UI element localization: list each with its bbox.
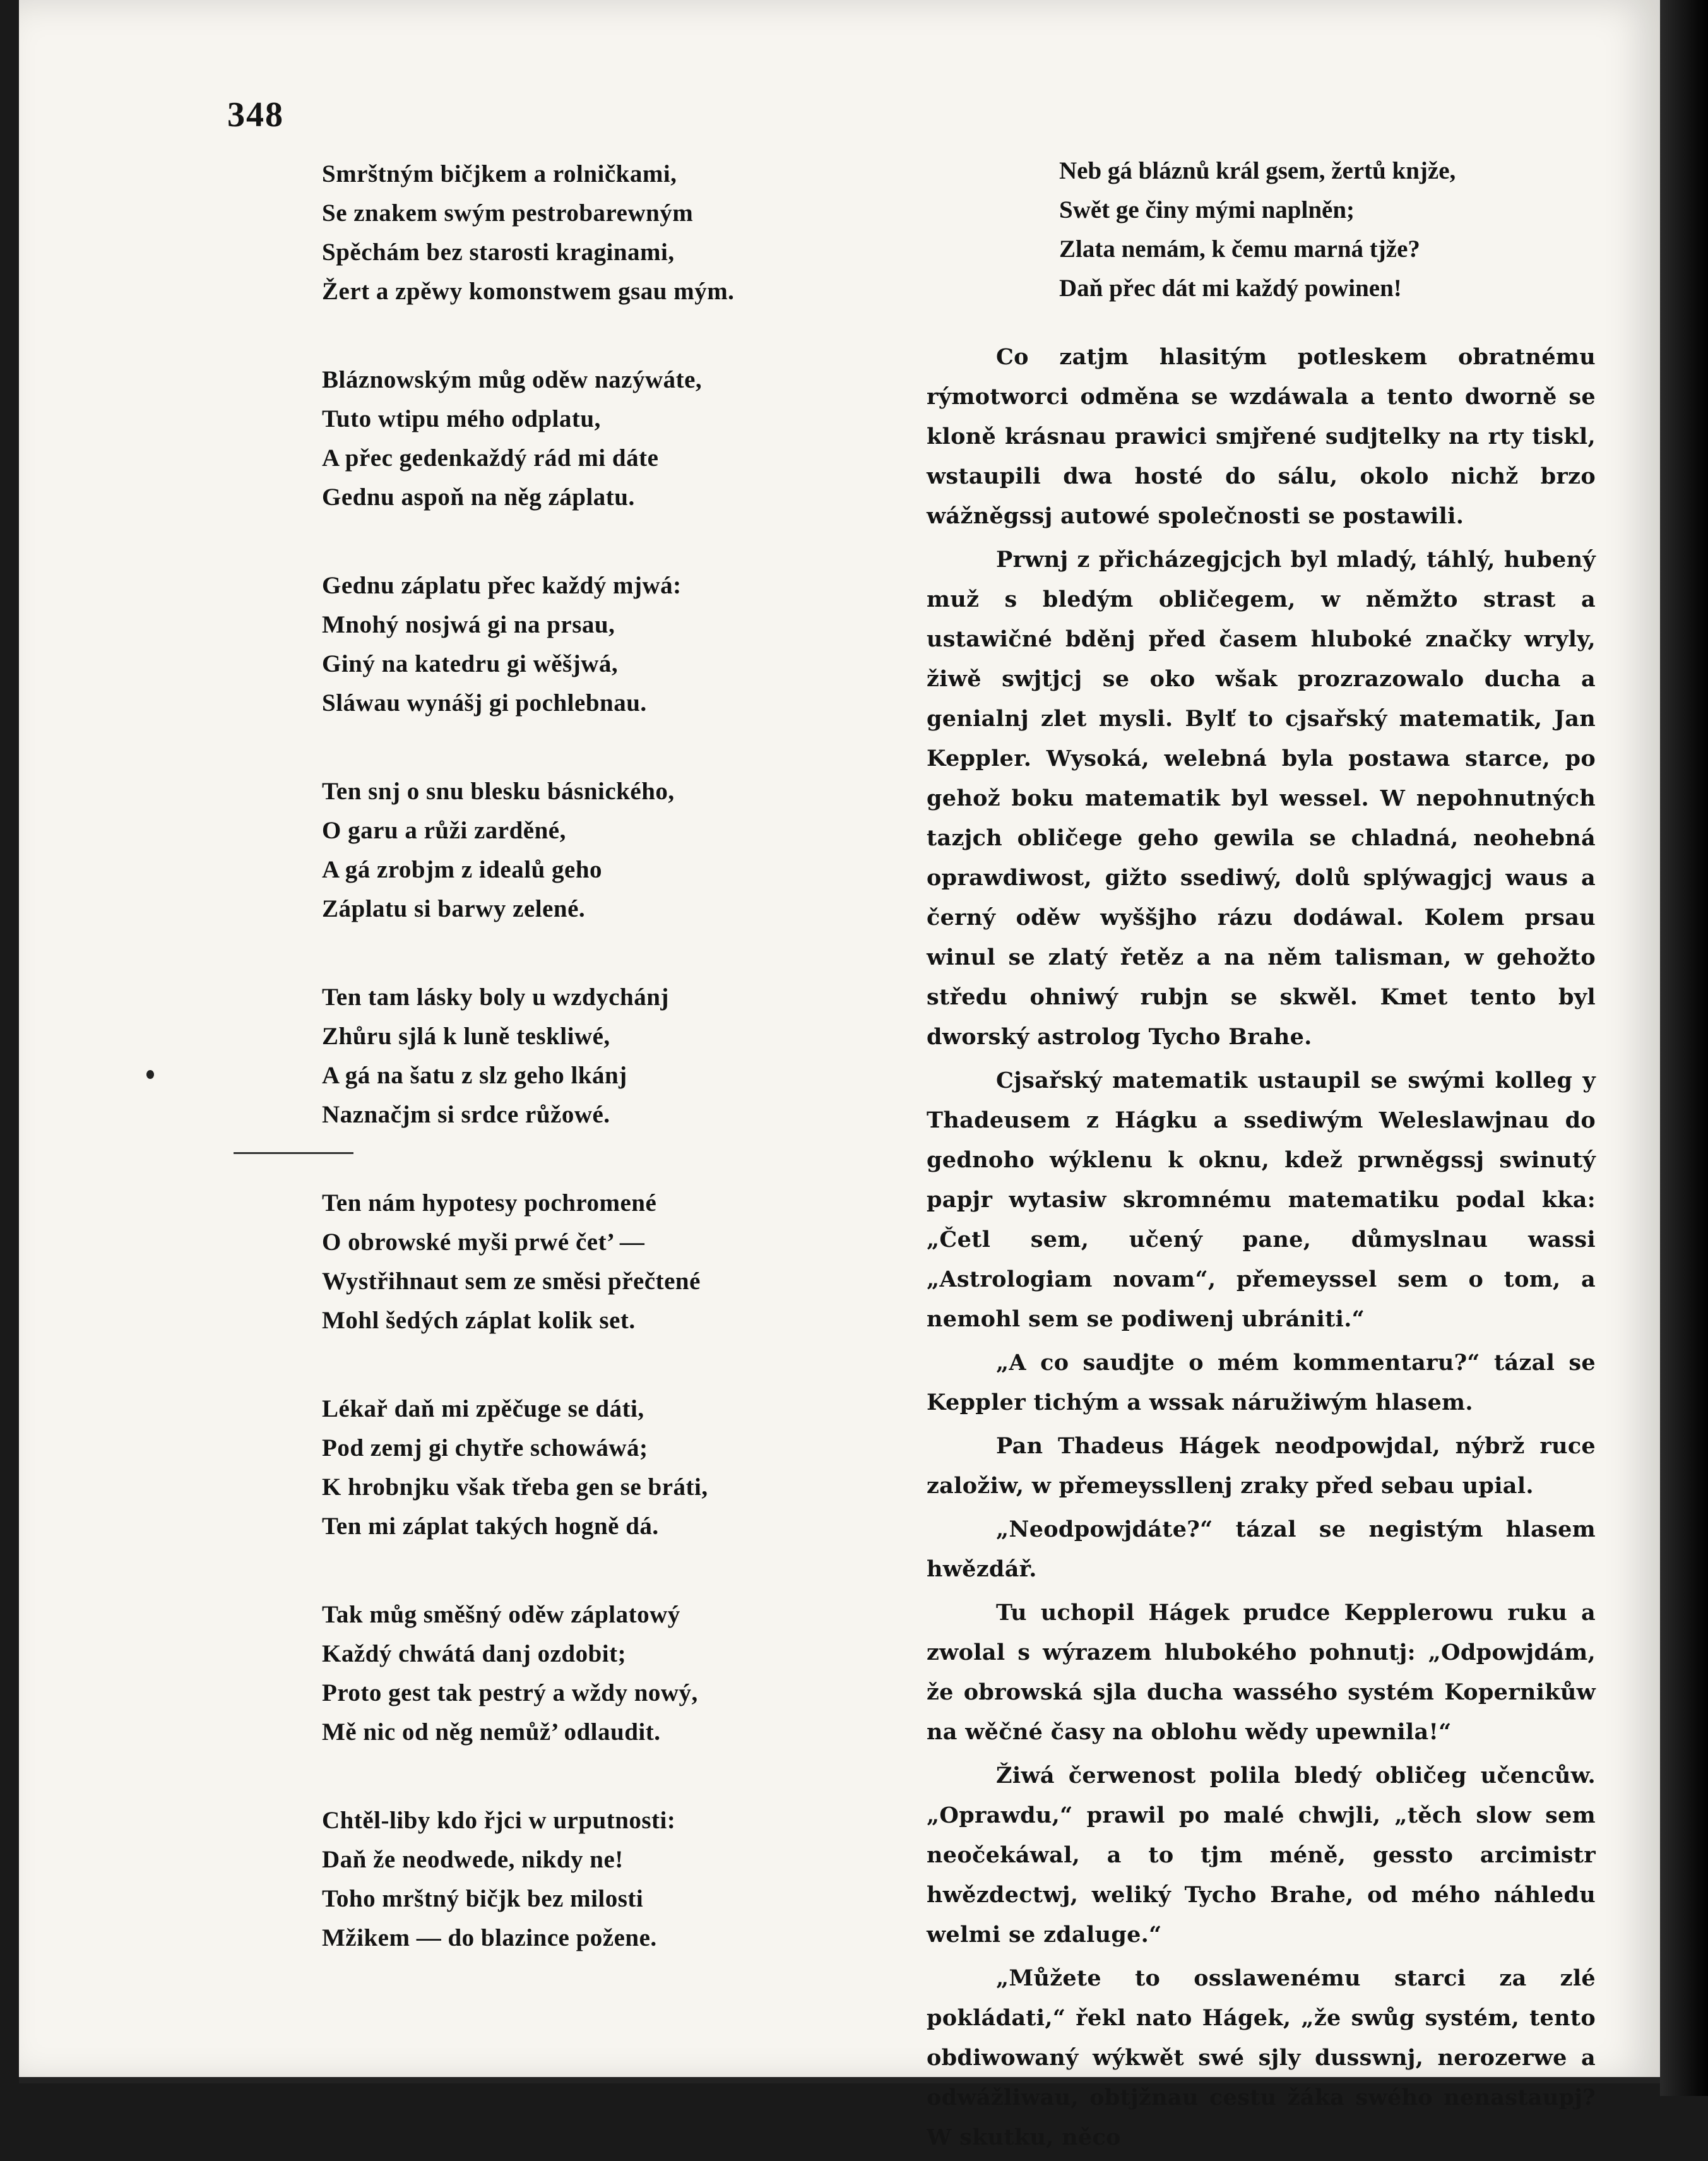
poem-line: Mžikem — do blazince požene.: [322, 1924, 657, 1951]
poem-line: Ten tam lásky boly u wzdychánj: [322, 984, 669, 1011]
poem-line: Daň že neodwede, nikdy ne!: [322, 1846, 624, 1873]
poem-line: O garu a růži zarděné,: [322, 817, 566, 844]
prose-body: [927, 337, 1596, 2157]
bottom-border: [19, 2077, 1660, 2083]
poem-line: Mohl šedých záplat kolik set.: [322, 1307, 636, 1334]
poem-stanza: [322, 772, 827, 929]
poem-line: Každý chwátá danj ozdobit;: [322, 1640, 627, 1667]
poem-line: Záplatu si barwy zelené.: [322, 895, 586, 922]
poem-line: O obrowské myši prwé čet’ —: [322, 1229, 645, 1256]
poem-line: Giný na katedru gi wěšjwá,: [322, 650, 619, 677]
prose-paragraph: Pan Thadeus Hágek neodpowjdal, nýbrž ruce založiw, w přemeyssllenj zraky před sebau upial.: [927, 1433, 1596, 1499]
prose-paragraph: Tu uchopil Hágek prudce Kepplerowu ruku a zwolal s wýrazem hlubokého pohnutj: „Odpowjdám, že obrowská sjla ducha wassého systém Kopernikůw na wěčné časy na oblohu wědy upewnila!“: [927, 1600, 1596, 1745]
poem-stanza: [322, 360, 827, 517]
poem-line: Toho mrštný bičjk bez milosti: [322, 1885, 644, 1912]
poem-line: Spěchám bez starosti kraginami,: [322, 239, 675, 266]
verse-line: Swět ge činy mými naplněn;: [1059, 196, 1355, 223]
poem-stanza: [322, 155, 827, 311]
poem-line: A přec gedenkaždý rád mi dáte: [322, 444, 659, 472]
poem-stanza: [322, 1595, 827, 1752]
poem-line: Žert a zpěwy komonstwem gsau mým.: [322, 278, 735, 305]
prose-column: [927, 152, 1596, 2161]
poem-line: Proto gest tak pestrý a wždy nowý,: [322, 1679, 698, 1706]
prose-paragraph: Cjsařský matematik ustaupil se swými kolleg y Thadeusem z Hágku a ssediwým Weleslawjnau do gednoho wýklenu k oknu, kdež prwněgssj swinutý papjr wytasiw skromnému matematiku podal kka: „Četl sem, učený pane, důmyslnau wassi „Astrologiam novam“, přemeyssel sem o tom, a nemohl sem se podiwenj ubrániti.“: [927, 1068, 1596, 1332]
poem-line: Tak můg směšný oděw záplatowý: [322, 1601, 680, 1628]
poem-line: Gednu aspoň na něg záplatu.: [322, 484, 635, 511]
prose-paragraph: Co zatjm hlasitým potleskem obratnému rýmotworci odměna se wzdáwala a tento dworně se kloně krásnau prawici smjřené sudjtelky na rty tiskl, wstaupili dwa hosté do sálu, okolo nichž brzo wážněgssj autowé společnosti se postawili.: [927, 344, 1596, 529]
poem-line: Wystřihnaut sem ze směsi přečtené: [322, 1268, 701, 1295]
poem-stanza: [322, 978, 827, 1134]
poem-stanza: [322, 1390, 827, 1546]
poem-line: Mě nic od něg nemůž’ odlaudit.: [322, 1718, 661, 1746]
prose-paragraph: Prwnj z přicházegjcjch byl mladý, táhlý, hubený muž s bledým obličegem, w němžto strast a ustawičné bděnj před časem hluboké značky wryly, žiwě swjtjcj se oko wšak prozrazowalo ducha a genialnj zlet mysli. Bylť to cjsařský matematik, Jan Keppler. Wysoká, welebná byla postawa starce, po gehož boku matematik byl wessel. W nepohnutných tazjch obličege geho gewila se chladná, neohebná oprawdiwost, gižto ssediwý, dolů splýwagjcj waus a černý oděw wyššjho rázu dodáwal. Kolem prsau winul se zlatý řetěz a na něm talisman, w gehožto středu ohniwý rubjn se skwěl. Kmet tento byl dworský astrolog Tycho Brahe.: [927, 547, 1596, 1050]
poem-line: Gednu záplatu přec každý mjwá:: [322, 572, 682, 599]
verse-line: Daň přec dát mi každý powinen!: [1059, 275, 1402, 302]
poem-column: [322, 155, 827, 2007]
poem-line: Tuto wtipu mého odplatu,: [322, 405, 601, 432]
margin-dot: [146, 1070, 154, 1079]
poem-stanza: [322, 566, 827, 723]
poem-line: Chtěl-liby kdo řjci w urputnosti:: [322, 1807, 676, 1834]
prose-paragraph: „Můžete to osslawenému starci za zlé pokládati,“ řekl nato Hágek, „že swůg systém, tento obdiwowaný wýkwět swé sjly dusswnj, nerozerwe a odwážliwau, obtjžnau cestu žáka swého nenastaupj? W skutku, něco: [927, 1965, 1596, 2150]
prose-paragraph: Žiwá čerwenost polila bledý obličeg učencůw. „Oprawdu,“ prawil po malé chwjli, „těch slow sem neočekáwal, a to tjm méně, gessto arcimistr hwězdectwj, weliký Tycho Brahe, od mého náhledu welmi se zdaluge.“: [927, 1763, 1596, 1948]
poem-line: Bláznowským můg oděw nazýwáte,: [322, 366, 703, 393]
poem-line: Mnohý nosjwá gi na prsau,: [322, 611, 615, 638]
poem-stanza: [322, 1184, 827, 1340]
page-edge: [1660, 0, 1708, 2096]
poem-line: Lékař daň mi zpěčuge se dáti,: [322, 1395, 644, 1422]
poem-line: A gá zrobjm z idealů geho: [322, 856, 603, 883]
poem-line: Smrštným bičjkem a rolničkami,: [322, 160, 677, 188]
verse-line: Zlata nemám, k čemu marná tjže?: [1059, 235, 1420, 263]
verse-stanza: [927, 152, 1596, 308]
poem-line: Ten nám hypotesy pochromené: [322, 1189, 657, 1217]
poem-line: Sláwau wynášj gi pochlebnau.: [322, 689, 647, 717]
prose-paragraph: „A co saudjte o mém kommentaru?“ tázal se Keppler tichým a wssak náružiwým hlasem.: [927, 1350, 1596, 1415]
poem-line: K hrobnjku však třeba gen se bráti,: [322, 1473, 708, 1501]
poem-line: Ten mi záplat takých hogně dá.: [322, 1513, 659, 1540]
prose-paragraph: „Neodpowjdáte?“ tázal se negistým hlasem hwězdář.: [927, 1516, 1596, 1582]
margin-rule: [234, 1152, 353, 1154]
poem-line: Naznačjm si srdce růžowé.: [322, 1101, 610, 1128]
poem-stanza: [322, 1801, 827, 1958]
verse-line: Neb gá bláznů král gsem, žertů knjže,: [1059, 157, 1456, 184]
page-number: 348: [227, 95, 284, 134]
poem-line: Zhůru sjlá k luně teskliwé,: [322, 1023, 610, 1050]
poem-line: A gá na šatu z slz geho lkánj: [322, 1062, 627, 1089]
poem-line: Pod zemj gi chytře schowáwá;: [322, 1434, 648, 1462]
poem-line: Se znakem swým pestrobarewným: [322, 199, 694, 227]
poem-line: Ten snj o snu blesku básnického,: [322, 778, 675, 805]
